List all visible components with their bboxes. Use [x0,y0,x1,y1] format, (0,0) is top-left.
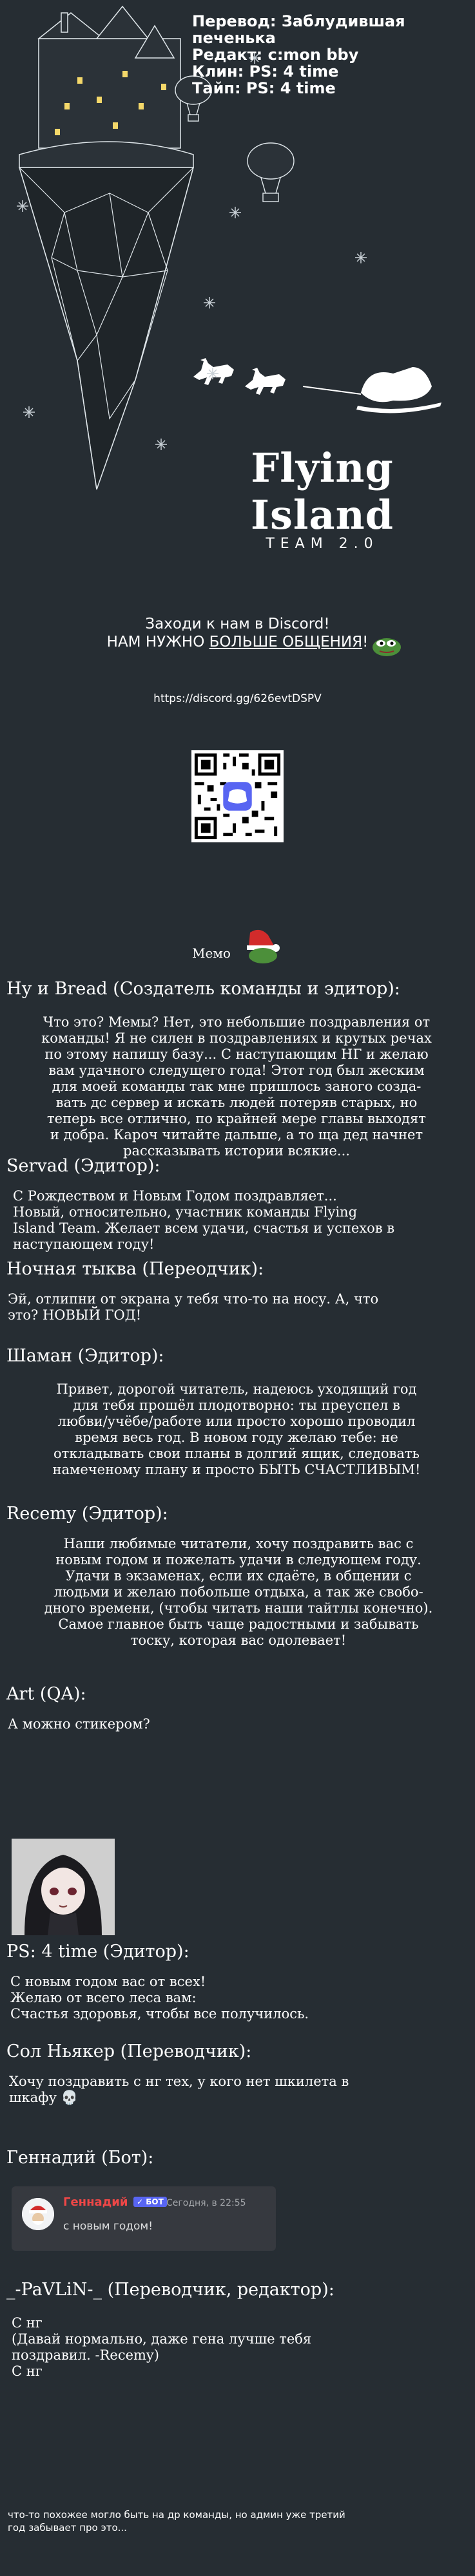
section-body [12,1536,465,1649]
section-title: PS: 4 time (Эдитор): [6,1942,189,1962]
section-line: С нг [12,2315,43,2331]
section-line: поздравил. -Recemy) [12,2347,159,2363]
section-line: новым годом и пожелать удачи в следующем году. [55,1552,422,1567]
section-body [12,2315,465,2380]
discord-need-suffix: ! [362,634,369,650]
footer-line-1: что-то похожее могло быть на др команды, но админ уже третий [8,2509,345,2521]
section-title: Сол Ньякер (Переводчик): [6,2041,252,2061]
section-line: Island Team. Желает всем удачи, счастья и успехов в [13,1220,395,1236]
section-line: для тебя прошёл плодотворно: ты преуспел в [73,1397,400,1413]
section-line: Наши любимые читатели, хочу поздравить вас с [63,1536,414,1551]
footer-note [8,2508,345,2534]
credit-typesetting: Тайп: PS: 4 time [192,79,336,97]
section-line: Новый, относительно, участник команды Flying [13,1204,358,1220]
section-body [9,2074,465,2106]
credits-block [192,13,463,97]
credit-translation: Перевод: Заблудившая печенька [192,12,405,47]
team-logo [193,444,451,552]
section-line: рассказывать истории всякие... [123,1143,350,1159]
section-body [8,1014,465,1159]
bot-avatar [22,2198,54,2230]
section-body [8,1381,465,1478]
pepe-icon [371,634,403,658]
discord-invite-line: Заходи к нам в Discord! [145,616,330,632]
section-line: Счастья здоровья, чтобы все получилось. [10,2006,309,2022]
section-line: Удачи в экзаменах, если их сдаёте, в общении с [65,1568,412,1584]
section-title: Геннадий (Бот): [6,2148,154,2168]
section-line: Эй, отлипни от экрана у тебя что-то на носу. А, что [8,1291,379,1307]
logo-subtitle: TEAM 2.0 [266,536,379,552]
section-line: С новым годом вас от всех! [10,1974,206,1989]
footer-line-2: год забывает про это... [8,2522,127,2533]
section-line: тоску, которая вас одолевает! [130,1633,347,1648]
section-line: и добра. Кароч читайте дальше, а то ща дед начнет [50,1127,423,1142]
section-title: Шаман (Эдитор): [6,1346,164,1366]
section-line: шкафу 💀 [9,2090,78,2105]
section-line: С Рождеством и Новым Годом поздравляет... [13,1188,337,1204]
section-body [13,1188,465,1253]
section-line: любви/учёбе/работе или просто хорошо проводил [57,1414,416,1429]
logo-title: Flying Island [250,444,394,538]
section-line: по этому напишу базу... С наступающим НГ и желаю [44,1046,429,1062]
section-line: Привет, дорогой читатель, надеюсь уходящий год [56,1381,417,1397]
section-title: Recemy (Эдитор): [6,1504,168,1524]
bot-message-text: с новым годом! [63,2220,153,2233]
section-line: команды! Я не силен в поздравлениях и крутых речах [41,1030,432,1046]
credit-cleaning: Клин: PS: 4 time [192,62,339,80]
section-line: Желаю от всего леса вам: [10,1990,197,2005]
mememo-badge-icon [186,927,289,966]
bot-badge: ✓ БОТ [133,2197,167,2207]
credit-editing: Редакт: c:mon bby [192,46,359,64]
section-line: Самое главное быть чаще радостными и забывать [58,1616,419,1632]
mememo-label: Мемо [192,945,231,961]
discord-bot-message [12,2186,276,2251]
discord-qr-code[interactable] [191,750,284,842]
section-line: время весь год. В новом году желаю тебе: не [75,1430,398,1445]
section-line: наступающем году! [13,1236,155,1252]
section-line: Что это? Мемы? Нет, это небольшие поздравления от [43,1014,431,1030]
section-line: С нг [12,2363,43,2379]
section-line: откладывать свои планы в долгий ящик, следовать [53,1446,420,1461]
section-body [8,1716,150,1732]
section-line: людьми и желаю побольше отдыха, а так же свобо- [53,1584,423,1600]
section-line: А можно стикером? [8,1716,150,1732]
section-body [10,1974,465,2022]
section-line: намеченому плану и просто БЫТЬ СЧАСТЛИВЫМ! [52,1462,421,1477]
section-title: Servad (Эдитор): [6,1156,160,1176]
discord-link[interactable]: https://discord.gg/626evtDSPV [153,692,322,705]
discord-need-line [0,633,475,651]
section-line: для моей команды так мне пришлось заного созда- [52,1079,422,1094]
section-title: _-PaVLiN-_ (Переводчик, редактор): [6,2280,334,2300]
section-line: (Давай нормально, даже гена лучше тебя [12,2331,312,2347]
section-title: Ну и Bread (Создатель команды и эдитор): [6,979,400,999]
bot-name[interactable]: Геннадий [63,2195,128,2209]
section-line: вать дс сервер и искать людей потеряв старых, но [55,1095,418,1110]
discord-need-prefix: НАМ НУЖНО [106,634,209,650]
section-line: дного времени, (чтобы читать наши тайтлы конечно). [44,1600,433,1616]
anime-sticker-image [12,1839,115,1935]
discord-invite [0,615,475,651]
message-timestamp: Сегодня, в 22:55 [166,2198,246,2208]
discord-need-underlined: БОЛЬШЕ ОБЩЕНИЯ [209,634,363,650]
section-line: Хочу поздравить с нг тех, у кого нет шкилета в [9,2074,349,2089]
section-body [8,1291,465,1323]
section-line: это? НОВЫЙ ГОД! [8,1307,142,1323]
section-line: теперь все отлично, по крайней мере главы выходят [47,1111,426,1126]
section-title: Ночная тыква (Переодчик): [6,1259,264,1279]
section-title: Art (QA): [6,1684,86,1704]
section-line: вам удачного следущего года! Этот год был жеским [48,1063,425,1078]
